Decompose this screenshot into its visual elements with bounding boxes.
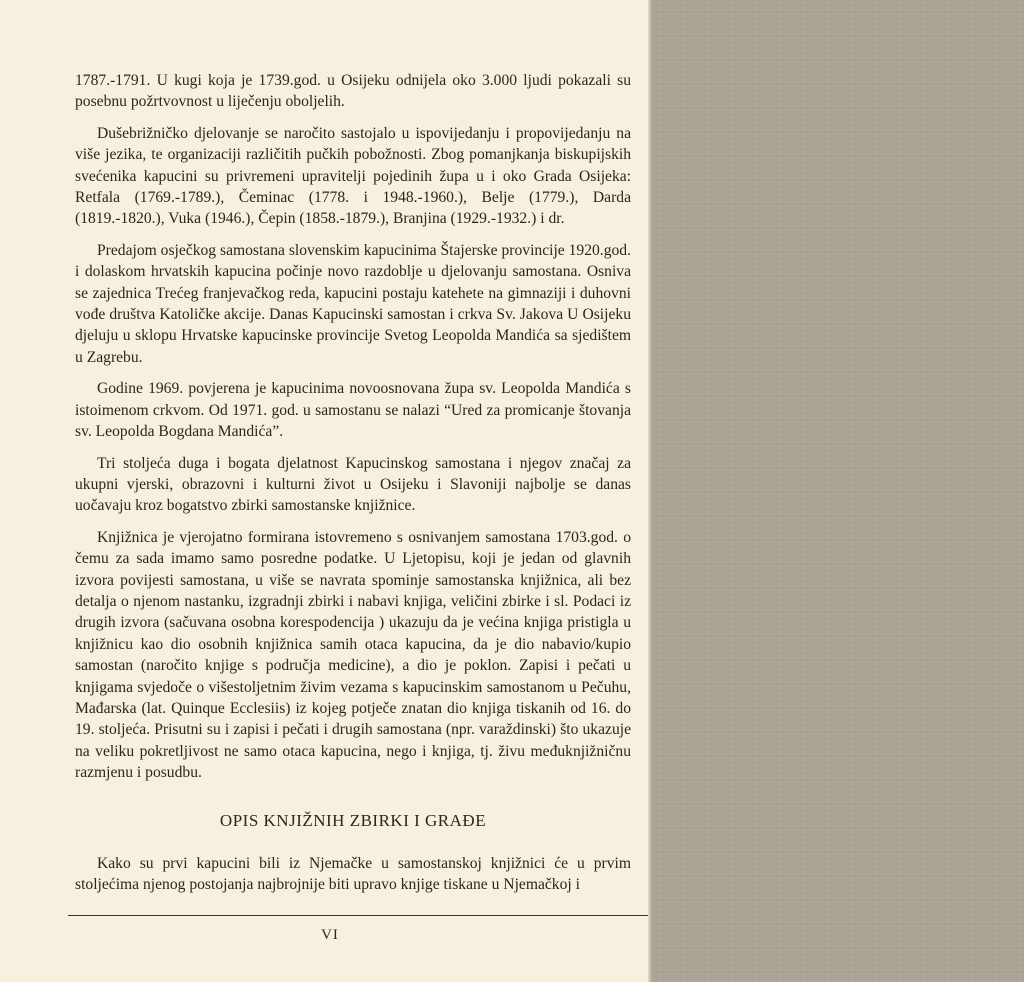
paragraph-pastoral-work: Dušebrižničko djelovanje se naročito sastojalo u ispovijedanju i propovijedanju na više jezika, te organizaciji različitih pučkih pobožnosti. Zbog pomanjkanja biskupijskih svećenika kapucini su privremeni upravitelji pojedinih župa u i oko Grada Osijeka: Retfala (1769.-1789.), Čeminac (1778. i 1948.-1960.), Belje (1779.), Darda (1819.-1820.), Vuka (1946.), Čepin (1858.-1879.), Branjina (1929.-1932.) i dr.	[75, 124, 631, 228]
section-heading: OPIS KNJIŽNIH ZBIRKI I GRAĐE	[219, 810, 487, 830]
page-number: VI	[321, 927, 339, 943]
paragraph-handover-1920: Predajom osječkog samostana slovenskim kapucinima Štajerske provincije 1920.god. i dolaskom hrvatskih kapucina počinje novo razdoblje u djelovanju samostana. Osniva se zajednica Trećeg franjevačkog reda, kapucini postaju katehete na gimnaziji i duhovni vođe društva Katoličke akcije. Danas Kapucinski samostan i crkva Sv. Jakova U Osijeku djeluju u sklopu Hrvatske kapucinske provincije Svetog Leopolda Mandića sa sjedištem u Zagrebu.	[75, 241, 631, 366]
body-text	[75, 70, 631, 906]
paragraph-three-centuries: Tri stoljeća duga i bogata djelatnost Kapucinskog samostana i njegov značaj za ukupni vjerski, obrazovni i kulturni život u Osijeku i Slavoniji najbolje se danas uočavaju kroz bogatstvo zbirki samostanske knjižnice.	[75, 454, 631, 515]
paragraph-collections-intro: Kako su prvi kapucini bili iz Njemačke u samostanskoj knjižnici će u prvim stoljećima njenog postojanja najbrojnije biti upravo knjige tiskane u Njemačkoj i	[75, 855, 631, 894]
paragraph-continued: 1787.-1791. U kugi koja je 1739.god. u Osijeku odnijela oko 3.000 ljudi pokazali su posebnu požrtvovnost u liječenju oboljelih.	[75, 72, 631, 111]
grey-side-panel	[652, 0, 1024, 982]
footer-rule	[68, 915, 652, 916]
paragraph-parish-1969: Godine 1969. povjerena je kapucinima novoosnovana župa sv. Leopolda Mandića s istoimenom crkvom. Od 1971. god. u samostanu se nalazi “Ured za promicanje štovanja sv. Leopolda Bogdana Mandića”.	[75, 380, 631, 441]
paragraph-library-origin: Knjižnica je vjerojatno formirana istovremeno s osnivanjem samostana 1703.god. o čemu za sada imamo samo posredne podatke. U Ljetopisu, koji je jedan od glavnih izvora povijesti samostana, u više se navrata spominje samostanska knjižnica, ali bez detalja o njenom nastanku, izgradnji zbirki i nabavi knjiga, veličini zbirke i sl. Podaci iz drugih izvora (sačuvana osobna korespodencija ) ukazuju da je većina knjiga pristigla u knjižnicu kao dio osobnih knjižnica samih otaca kapucina, da je dio nabavio/kupio samostan (naročito knjige s područja medicine), a dio je poklon. Zapisi i pečati u knjigama svjedoče o višestoljetnim živim vezama s kapucinskim samostanom u Pečuhu, Mađarska (lat. Quinque Ecclesiis) iz kojeg potječe znatan dio knjiga tiskanih od 16. do 19. stoljeća. Prisutni su i zapisi i pečati i drugih samostana (npr. varaždinski) što ukazuje na veliku pokretljivost ne samo otaca kapucina, nego i knjiga, tj. živu međuknjižničnu razmjenu i posudbu.	[75, 528, 631, 782]
